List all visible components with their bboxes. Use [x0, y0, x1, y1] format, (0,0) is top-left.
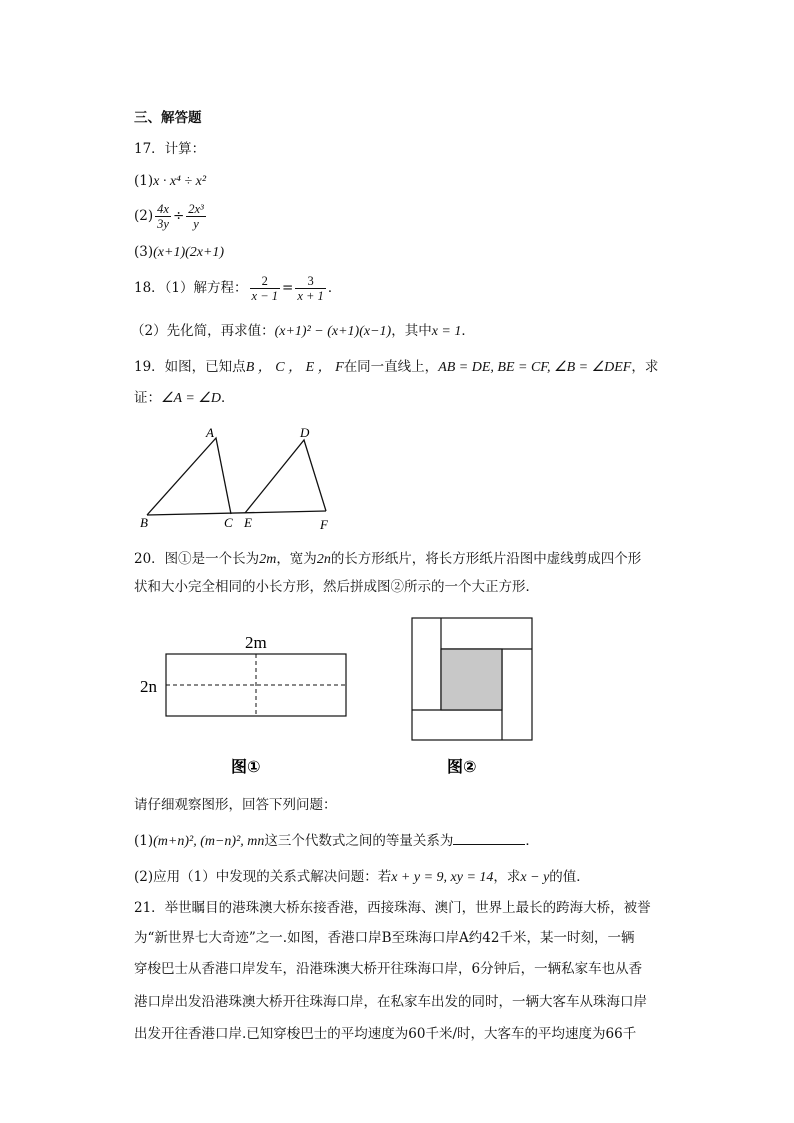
q17-part3: (3)(x+1)(2x+1) [134, 244, 225, 260]
q19-line1: 19．如图，已知点B ， C ， E ， F在同一直线上，AB = DE, BE = CF, ∠B = ∠DEF，求 [134, 359, 659, 375]
q17-part1: (1)x · x⁴ ÷ x² [134, 173, 207, 189]
answer-blank[interactable] [453, 832, 525, 845]
q20-line1: 20．图①是一个长为2m，宽为2n的长方形纸片，将长方形纸片沿图中虚线剪成四个形 [134, 551, 642, 567]
q18-part2: （2）先化简，再求值：(x+1)² − (x+1)(x−1)，其中x = 1． [131, 323, 475, 339]
section-title: 三、解答题 [134, 110, 202, 126]
q18-fraction-2: $\frac{3}{x + 1}$ [297, 274, 324, 303]
q21-line-3: 穿梭巴士从香港口岸发车，沿港珠澳大桥开往珠海口岸，6分钟后，一辆私家车也从香 [134, 961, 643, 977]
q21-line-5: 出发开往香港口岸.已知穿梭巴士的平均速度为60千米/时，大客车的平均速度为66千 [134, 1026, 637, 1042]
q21-line-1: 21．举世瞩目的港珠澳大桥东接香港，西接珠海、澳门，世界上最长的跨海大桥，被誉 [134, 900, 651, 916]
q20-ask: 请仔细观察图形，回答下列问题： [134, 797, 337, 813]
fig1-top-label: 2m [245, 633, 267, 652]
q17-part2: (2) $\frac{4x}{3y}$ ÷ $\frac{\text{2x³}}{y}$ [134, 202, 204, 231]
q21-line-2: 为“新世界七大奇迹”之一.如图，香港口岸B至珠海口岸A约42千米，某一时刻，一辆 [134, 930, 635, 946]
figure-1-rectangle [135, 628, 355, 783]
fig2-caption: 图② [447, 757, 477, 776]
q17-fraction-1: $\frac{4x}{3y}$ [157, 202, 169, 231]
fig1-caption: 图① [231, 757, 261, 776]
label-f: F [320, 517, 328, 532]
q18-fraction-1: $\frac{2}{x - 1}$ [251, 274, 279, 303]
q20-part2: (2)应用（1）中发现的关系式解决问题：若x + y = 9, xy = 14，求x − y的值． [134, 869, 590, 885]
label-b: B [140, 515, 148, 530]
q17-stem: 17．计算： [134, 141, 206, 157]
q19-line2: 证：∠A = ∠D． [134, 390, 235, 406]
fig1-left-label: 2n [140, 677, 157, 696]
label-a: A [206, 425, 214, 440]
q20-line2: 状和大小完全相同的小长方形，然后拼成图②所示的一个大正方形． [134, 579, 539, 595]
figure-2-square [405, 612, 545, 782]
triangle-figure [134, 420, 344, 535]
label-d: D [300, 425, 310, 440]
label-e: E [244, 515, 252, 530]
label-c: C [224, 515, 233, 530]
q18-part1: 18．（1）解方程： $\frac{2}{x - 1}$ = $\frac{3}{x + 1}$ ． [134, 274, 342, 303]
q21-line-4: 港口岸出发沿港珠澳大桥开往珠海口岸，在私家车出发的同时，一辆大客车从珠海口岸 [134, 994, 647, 1010]
q17-fraction-2: $\frac{\text{2x³}}{y}$ [188, 202, 204, 231]
q20-part1: (1)(m+n)², (m−n)², mn这三个代数式之间的等量关系为 ． [134, 833, 539, 849]
